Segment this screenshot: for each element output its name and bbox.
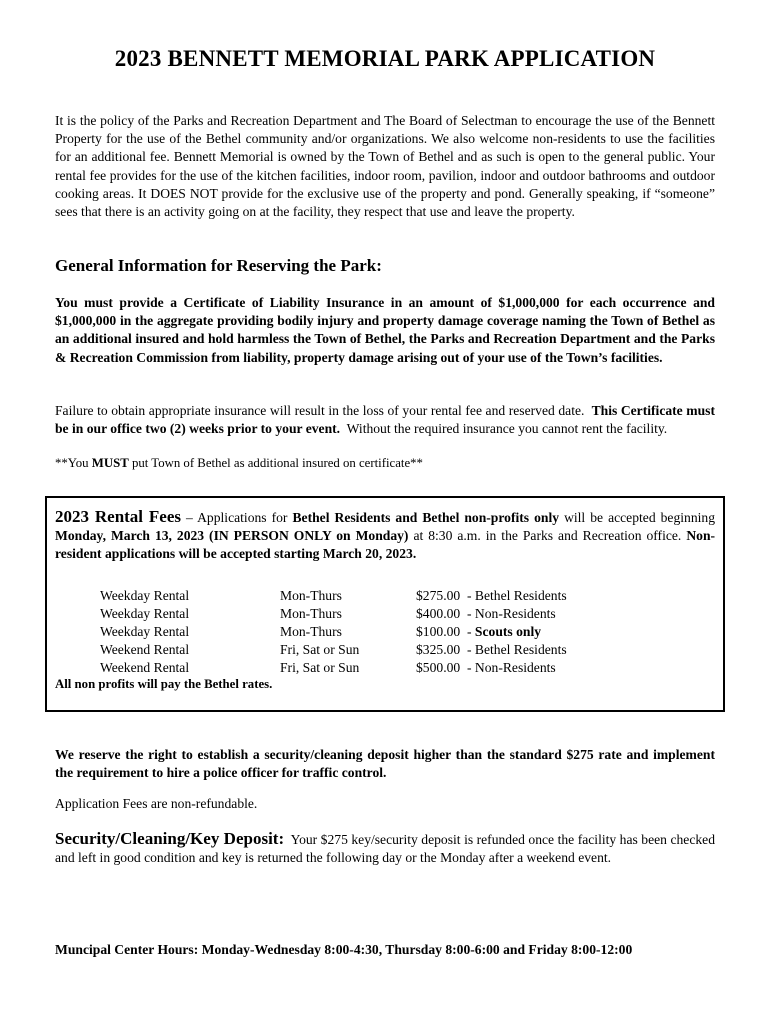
must-suffix: put Town of Bethel as additional insured on certificate** <box>131 456 423 470</box>
rental-days: Fri, Sat or Sun <box>280 660 360 675</box>
fees-text-1: Applications for <box>197 510 288 525</box>
deposit-label: Security/Cleaning/Key Deposit: <box>55 829 285 848</box>
fees-eligibility: Bethel Residents and Bethel non-profits only <box>292 510 560 525</box>
rental-fees-title: 2023 Rental Fees <box>55 507 181 526</box>
rental-audience: Scouts only <box>474 624 542 639</box>
rental-audience: - Bethel Residents <box>466 642 567 657</box>
rental-price: $400.00 - Non-Residents <box>416 606 556 621</box>
must-prefix: **You <box>55 456 89 470</box>
rental-price: $100.00 - Scouts only <box>416 624 542 639</box>
insurance-failure-notice <box>55 402 715 438</box>
failure-consequence: Without the required insurance you cannot rent the facility. <box>346 421 668 437</box>
rental-fees-intro <box>55 508 715 564</box>
rental-audience-prefix: - <box>466 624 472 639</box>
rental-price: $325.00 - Bethel Residents <box>416 642 567 657</box>
reserve-right-notice: We reserve the right to establish a security/cleaning deposit higher than the standard $275 rate and implement the requirement to hire a police officer for traffic control. <box>55 747 715 781</box>
fees-start-date: Monday, March 13, 2023 (IN PERSON ONLY on Monday) <box>55 528 409 544</box>
rental-price: $275.00 - Bethel Residents <box>416 588 567 603</box>
deposit-section <box>55 830 715 867</box>
municipal-hours: Muncipal Center Hours: Monday-Wednesday 8:00-4:30, Thursday 8:00-6:00 and Friday 8:00-12:00 <box>55 942 633 957</box>
liability-requirement: You must provide a Certificate of Liability Insurance in an amount of $1,000,000 for each occurrence and $1,000,000 in the aggregate providing bodily injury and property damage coverage naming the Town of Bethel as an additional insured and hold harmless the Town of Bethel, the Parks and Recreation Department and the Parks & Recreation Commission from liability, property damage arising out of your use of the Town’s facilities. <box>55 295 715 365</box>
rental-days: Mon-Thurs <box>280 606 342 621</box>
additional-insured-note <box>55 456 423 471</box>
rental-type: Weekday Rental <box>100 624 190 639</box>
rental-days: Mon-Thurs <box>280 624 342 639</box>
rental-price: $500.00 - Non-Residents <box>416 660 556 675</box>
rental-type: Weekend Rental <box>100 660 190 675</box>
deposit-text: Your $275 key/security deposit is refunded once the facility has been checked and left in good condition and key is returned the following day or the Monday after a weekend event. <box>55 832 715 866</box>
must-emphasis: MUST <box>91 456 129 470</box>
fees-text-2: will be accepted beginning <box>564 510 716 525</box>
rental-type: Weekday Rental <box>100 606 190 621</box>
page-title: 2023 BENNETT MEMORIAL PARK APPLICATION <box>114 46 656 71</box>
fees-nonresident-date: Non-resident applications will be accepted starting March 20, 2023. <box>55 528 716 562</box>
intro-paragraph: It is the policy of the Parks and Recreation Department and The Board of Selectman to encourage the use of the Bennett Property for the use of the Bethel community and/or organizations. We also welcome non-residents to use the facilities for an additional fee. Bennett Memorial is owned by the Town of Bethel and as such is open to the general public. Your rental fee provides for the use of the kitchen facilities, indoor room, pavilion, indoor and outdoor bathrooms and outdoor cooking areas. It DOES NOT provide for the exclusive use of the property and pond. Generally speaking, if “someone” sees that there is an activity going on at the facility, they respect that use and leave the property. <box>55 113 715 220</box>
fees-dash: – <box>186 510 193 525</box>
certificate-deadline: This Certificate must be in our office two (2) weeks prior to your event. <box>55 403 715 437</box>
rental-audience: - Bethel Residents <box>466 588 567 603</box>
rental-audience: - Non-Residents <box>466 660 556 675</box>
fees-text-3: at 8:30 a.m. in the Parks and Recreation office. <box>413 528 682 544</box>
rental-days: Mon-Thurs <box>280 588 342 603</box>
rental-type: Weekday Rental <box>100 588 190 603</box>
general-info-heading: General Information for Reserving the Park: <box>55 256 382 275</box>
nonprofit-note: All non profits will pay the Bethel rates. <box>55 677 273 691</box>
rental-days: Fri, Sat or Sun <box>280 642 360 657</box>
failure-text: Failure to obtain appropriate insurance will result in the loss of your rental fee and reserved date. <box>55 403 585 418</box>
rental-type: Weekend Rental <box>100 642 190 657</box>
rental-audience: - Non-Residents <box>466 606 556 621</box>
nonrefundable-notice: Application Fees are non-refundable. <box>55 796 258 811</box>
